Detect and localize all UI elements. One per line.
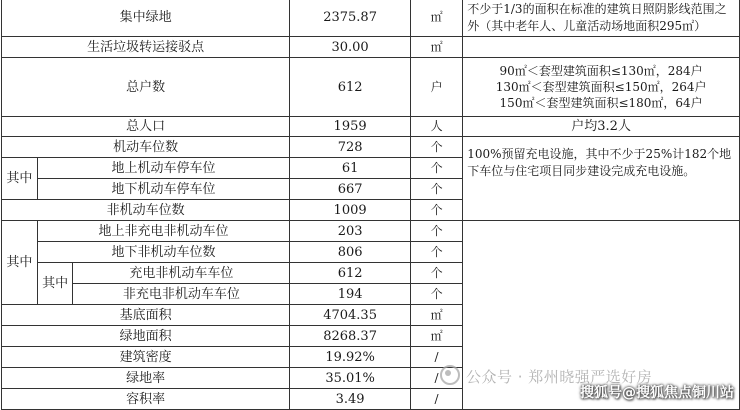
label-green-land: 集中绿地: [2, 0, 290, 37]
value-households: 612: [290, 58, 411, 117]
value-nm-under: 806: [290, 242, 411, 263]
note-motor: 100%预留充电设施，其中不少于25%计182个地下车位与住宅项目同步建设完成充电设施。: [463, 137, 740, 221]
unit-nm-above: 个: [410, 221, 462, 242]
value-green-rate: 35.01%: [290, 368, 411, 389]
unit-far: /: [410, 389, 462, 410]
label-nm-charge: 充电非机动车车位: [73, 263, 290, 284]
unit-garbage: ㎡: [410, 37, 462, 58]
value-nm-charge: 612: [290, 263, 411, 284]
households-note-line: 90㎡＜套型建筑面积≤130㎡，284户: [499, 64, 703, 78]
note-green-land: 不少于1/3的面积在标准的建筑日照阴影线范围之外（其中老年人、儿童活动场地面积295㎡）: [463, 0, 740, 37]
watermark-wechat-text: 公众号 · 郑州晓强严选好房: [466, 368, 653, 386]
watermark-sohu: 搜狐号@搜狐焦点铜川站: [580, 385, 734, 401]
unit-green-rate: /: [410, 368, 462, 389]
value-population: 1959: [290, 117, 411, 137]
value-motor: 728: [290, 137, 411, 158]
table-row: [2, 137, 740, 158]
label-base-area: 基底面积: [2, 305, 290, 326]
households-note-line: 130㎡＜套型建筑面积≤150㎡，264户: [495, 80, 707, 94]
unit-motor-above: 个: [410, 158, 462, 179]
note-garbage: [463, 37, 740, 58]
value-density: 19.92%: [290, 347, 411, 368]
unit-base-area: ㎡: [410, 305, 462, 326]
label-green-area: 绿地面积: [2, 326, 290, 347]
unit-motor: 个: [410, 137, 462, 158]
label-group-nonmotor: 其中: [2, 221, 38, 305]
value-far: 3.49: [290, 389, 411, 410]
label-nm-nocharge: 非充电非机动车车位: [73, 284, 290, 305]
value-nonmotor: 1009: [290, 200, 411, 221]
value-motor-above: 61: [290, 158, 411, 179]
label-households: 总户数: [2, 58, 290, 117]
table-row: [2, 0, 740, 37]
value-green-land: 2375.87: [290, 0, 411, 37]
label-green-rate: 绿地率: [2, 368, 290, 389]
value-green-area: 8268.37: [290, 326, 411, 347]
label-population: 总人口: [2, 117, 290, 137]
label-motor-under: 地下机动车停车位: [37, 179, 290, 200]
label-group-motor: 其中: [2, 158, 38, 200]
table-row: [2, 117, 740, 137]
note-population: 户均3.2人: [463, 117, 740, 137]
label-group-charge: 其中: [37, 263, 73, 305]
value-motor-under: 667: [290, 179, 411, 200]
unit-nonmotor: 个: [410, 200, 462, 221]
value-garbage: 30.00: [290, 37, 411, 58]
unit-motor-under: 个: [410, 179, 462, 200]
unit-density: /: [410, 347, 462, 368]
table-row: [2, 58, 740, 117]
label-nm-above: 地上非充电非机动车位: [37, 221, 290, 242]
table-row: [2, 221, 740, 242]
label-motor: 机动车位数: [2, 137, 290, 158]
unit-population: 人: [410, 117, 462, 137]
unit-green-land: ㎡: [410, 0, 462, 37]
label-far: 容积率: [2, 389, 290, 410]
unit-nm-charge: 个: [410, 263, 462, 284]
unit-nm-under: 个: [410, 242, 462, 263]
unit-households: 户: [410, 58, 462, 117]
statistics-table: [1, 0, 740, 410]
unit-nm-nocharge: 个: [410, 284, 462, 305]
label-nonmotor: 非机动车位数: [2, 200, 290, 221]
note-households: [463, 58, 740, 117]
label-garbage: 生活垃圾转运接驳点: [2, 37, 290, 58]
table-row: [2, 37, 740, 58]
wechat-logo-icon: [440, 365, 460, 385]
value-base-area: 4704.35: [290, 305, 411, 326]
value-nm-nocharge: 194: [290, 284, 411, 305]
label-nm-under: 地下非机动车位数: [37, 242, 290, 263]
label-density: 建筑密度: [2, 347, 290, 368]
households-note-line: 150㎡＜套型建筑面积≤180㎡，64户: [499, 96, 703, 110]
value-nm-above: 203: [290, 221, 411, 242]
unit-green-area: ㎡: [410, 326, 462, 347]
label-motor-above: 地上机动车停车位: [37, 158, 290, 179]
